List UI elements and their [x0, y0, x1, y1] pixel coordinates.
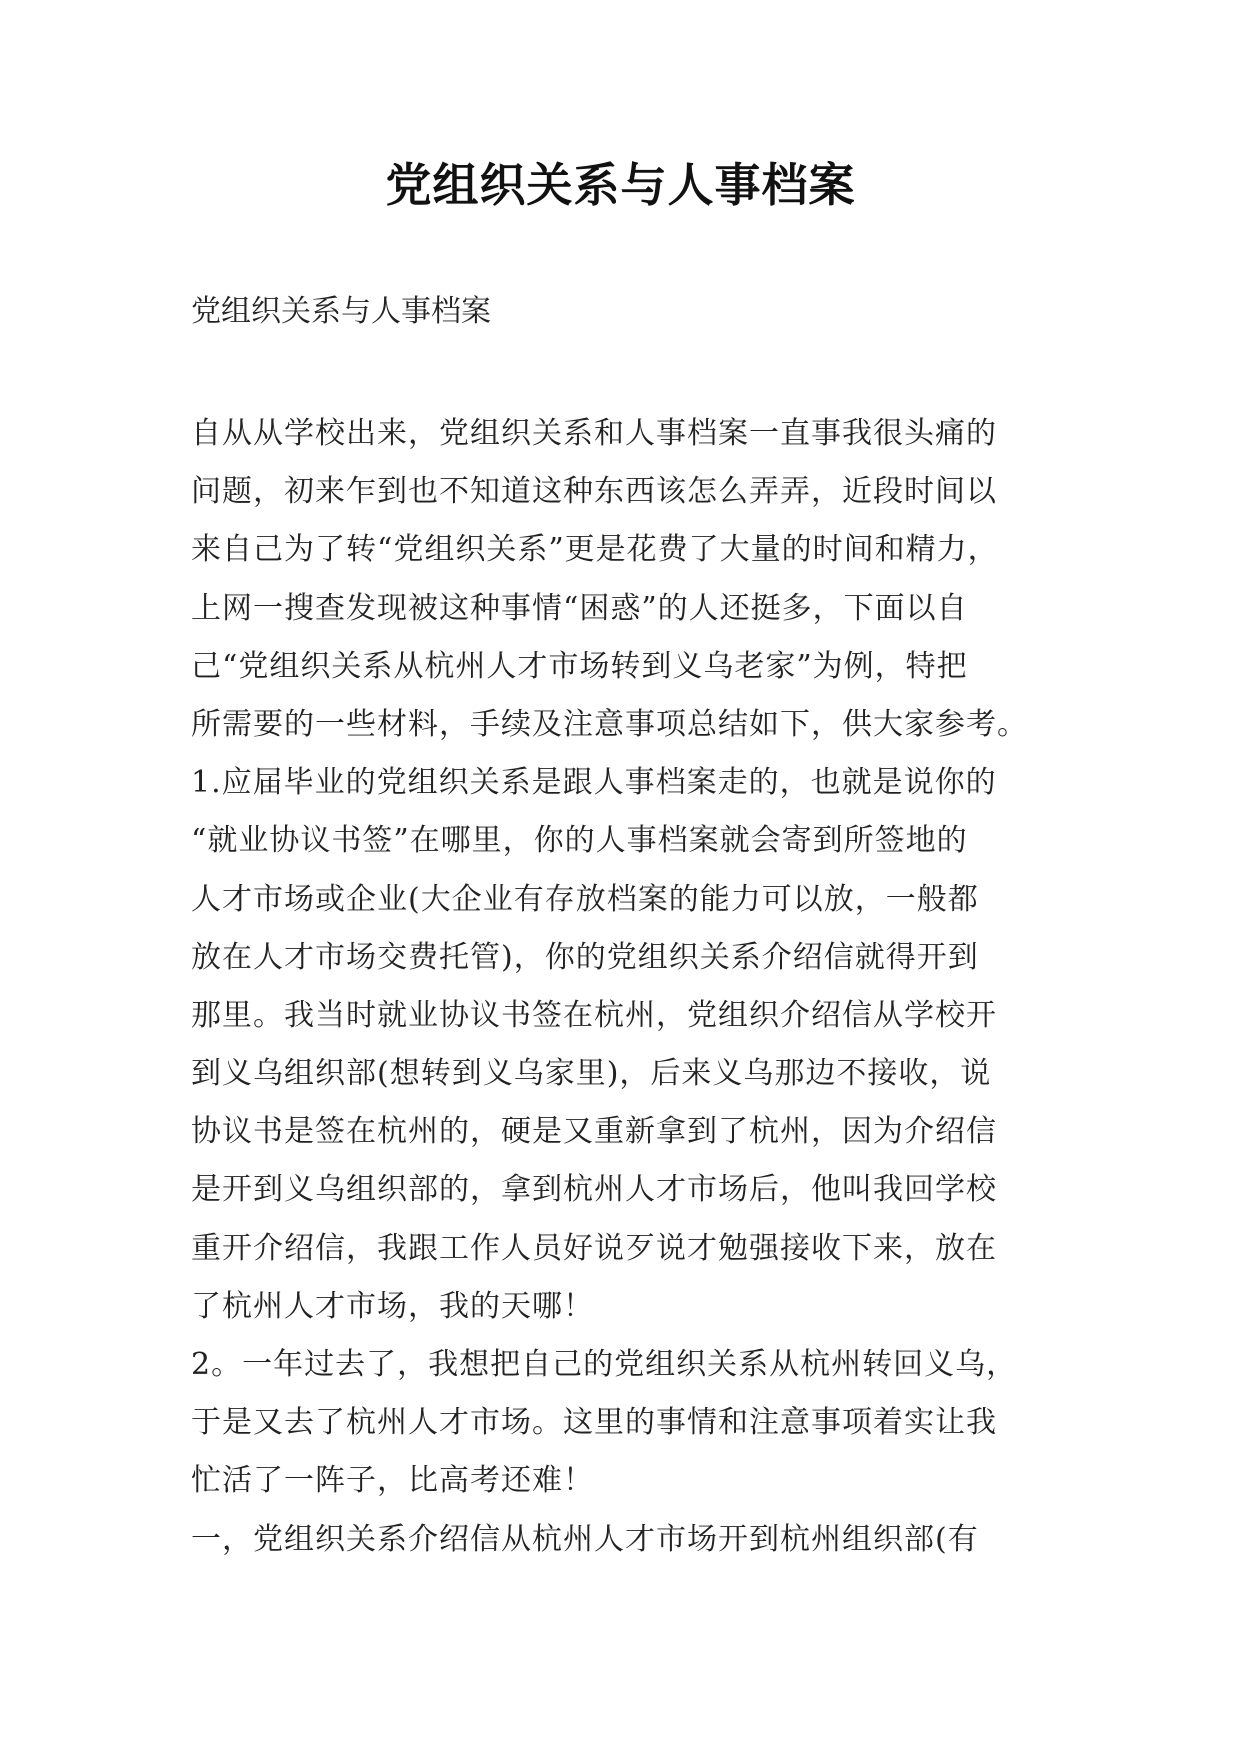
body-line: 一，党组织关系介绍信从杭州人才市场开到杭州组织部(有 — [191, 1521, 979, 1557]
body-line: 协议书是签在杭州的，硬是又重新拿到了杭州，因为介绍信 — [191, 1114, 997, 1150]
body-line: 放在人才市场交费托管)，你的党组织关系介绍信就得开到 — [191, 939, 979, 975]
body-line: 那里。我当时就业协议书签在杭州，党组织介绍信从学校开 — [191, 997, 997, 1033]
body-line: 忙活了一阵子，比高考还难！ — [191, 1463, 594, 1499]
body-line: “就业协议书签”在哪里，你的人事档案就会寄到所签地的 — [191, 823, 968, 859]
body-text — [191, 405, 1051, 1569]
body-line: 到义乌组织部(想转到义乌家里)，后来义乌那边不接收，说 — [191, 1056, 992, 1092]
body-line: 人才市场或企业(大企业有存放档案的能力可以放，一般都 — [191, 881, 979, 917]
body-line: 上网一搜查发现被这种事情“困惑”的人还挺多，下面以自 — [191, 590, 968, 626]
body-line: 自从从学校出来，党组织关系和人事档案一直事我很头痛的 — [191, 416, 997, 451]
body-line: 问题，初来乍到也不知道这种东西该怎么弄弄，近段时间以 — [191, 474, 997, 510]
body-line: 重开介绍信，我跟工作人员好说歹说才勉强接收下来，放在 — [191, 1230, 997, 1266]
body-line: 是开到义乌组织部的，拿到杭州人才市场后，他叫我回学校 — [191, 1172, 997, 1208]
document-title: 党组织关系与人事档案 — [385, 158, 856, 212]
body-line: 了杭州人才市场，我的天哪！ — [191, 1288, 594, 1324]
body-line: 所需要的一些材料，手续及注意事项总结如下，供大家参考。 — [191, 706, 1028, 742]
body-line: 己“党组织关系从杭州人才市场转到义乌老家”为例，特把 — [191, 648, 968, 684]
body-line: 于是又去了杭州人才市场。这里的事情和注意事项着实让我 — [191, 1405, 997, 1441]
body-line: 1.应届毕业的党组织关系是跟人事档案走的，也就是说你的 — [191, 765, 997, 801]
body-line: 来自己为了转“党组织关系”更是花费了大量的时间和精力， — [191, 532, 999, 568]
document-subtitle: 党组织关系与人事档案 — [191, 294, 491, 329]
body-line: 2。一年过去了，我想把自己的党组织关系从杭州转回义乌， — [191, 1347, 1018, 1382]
